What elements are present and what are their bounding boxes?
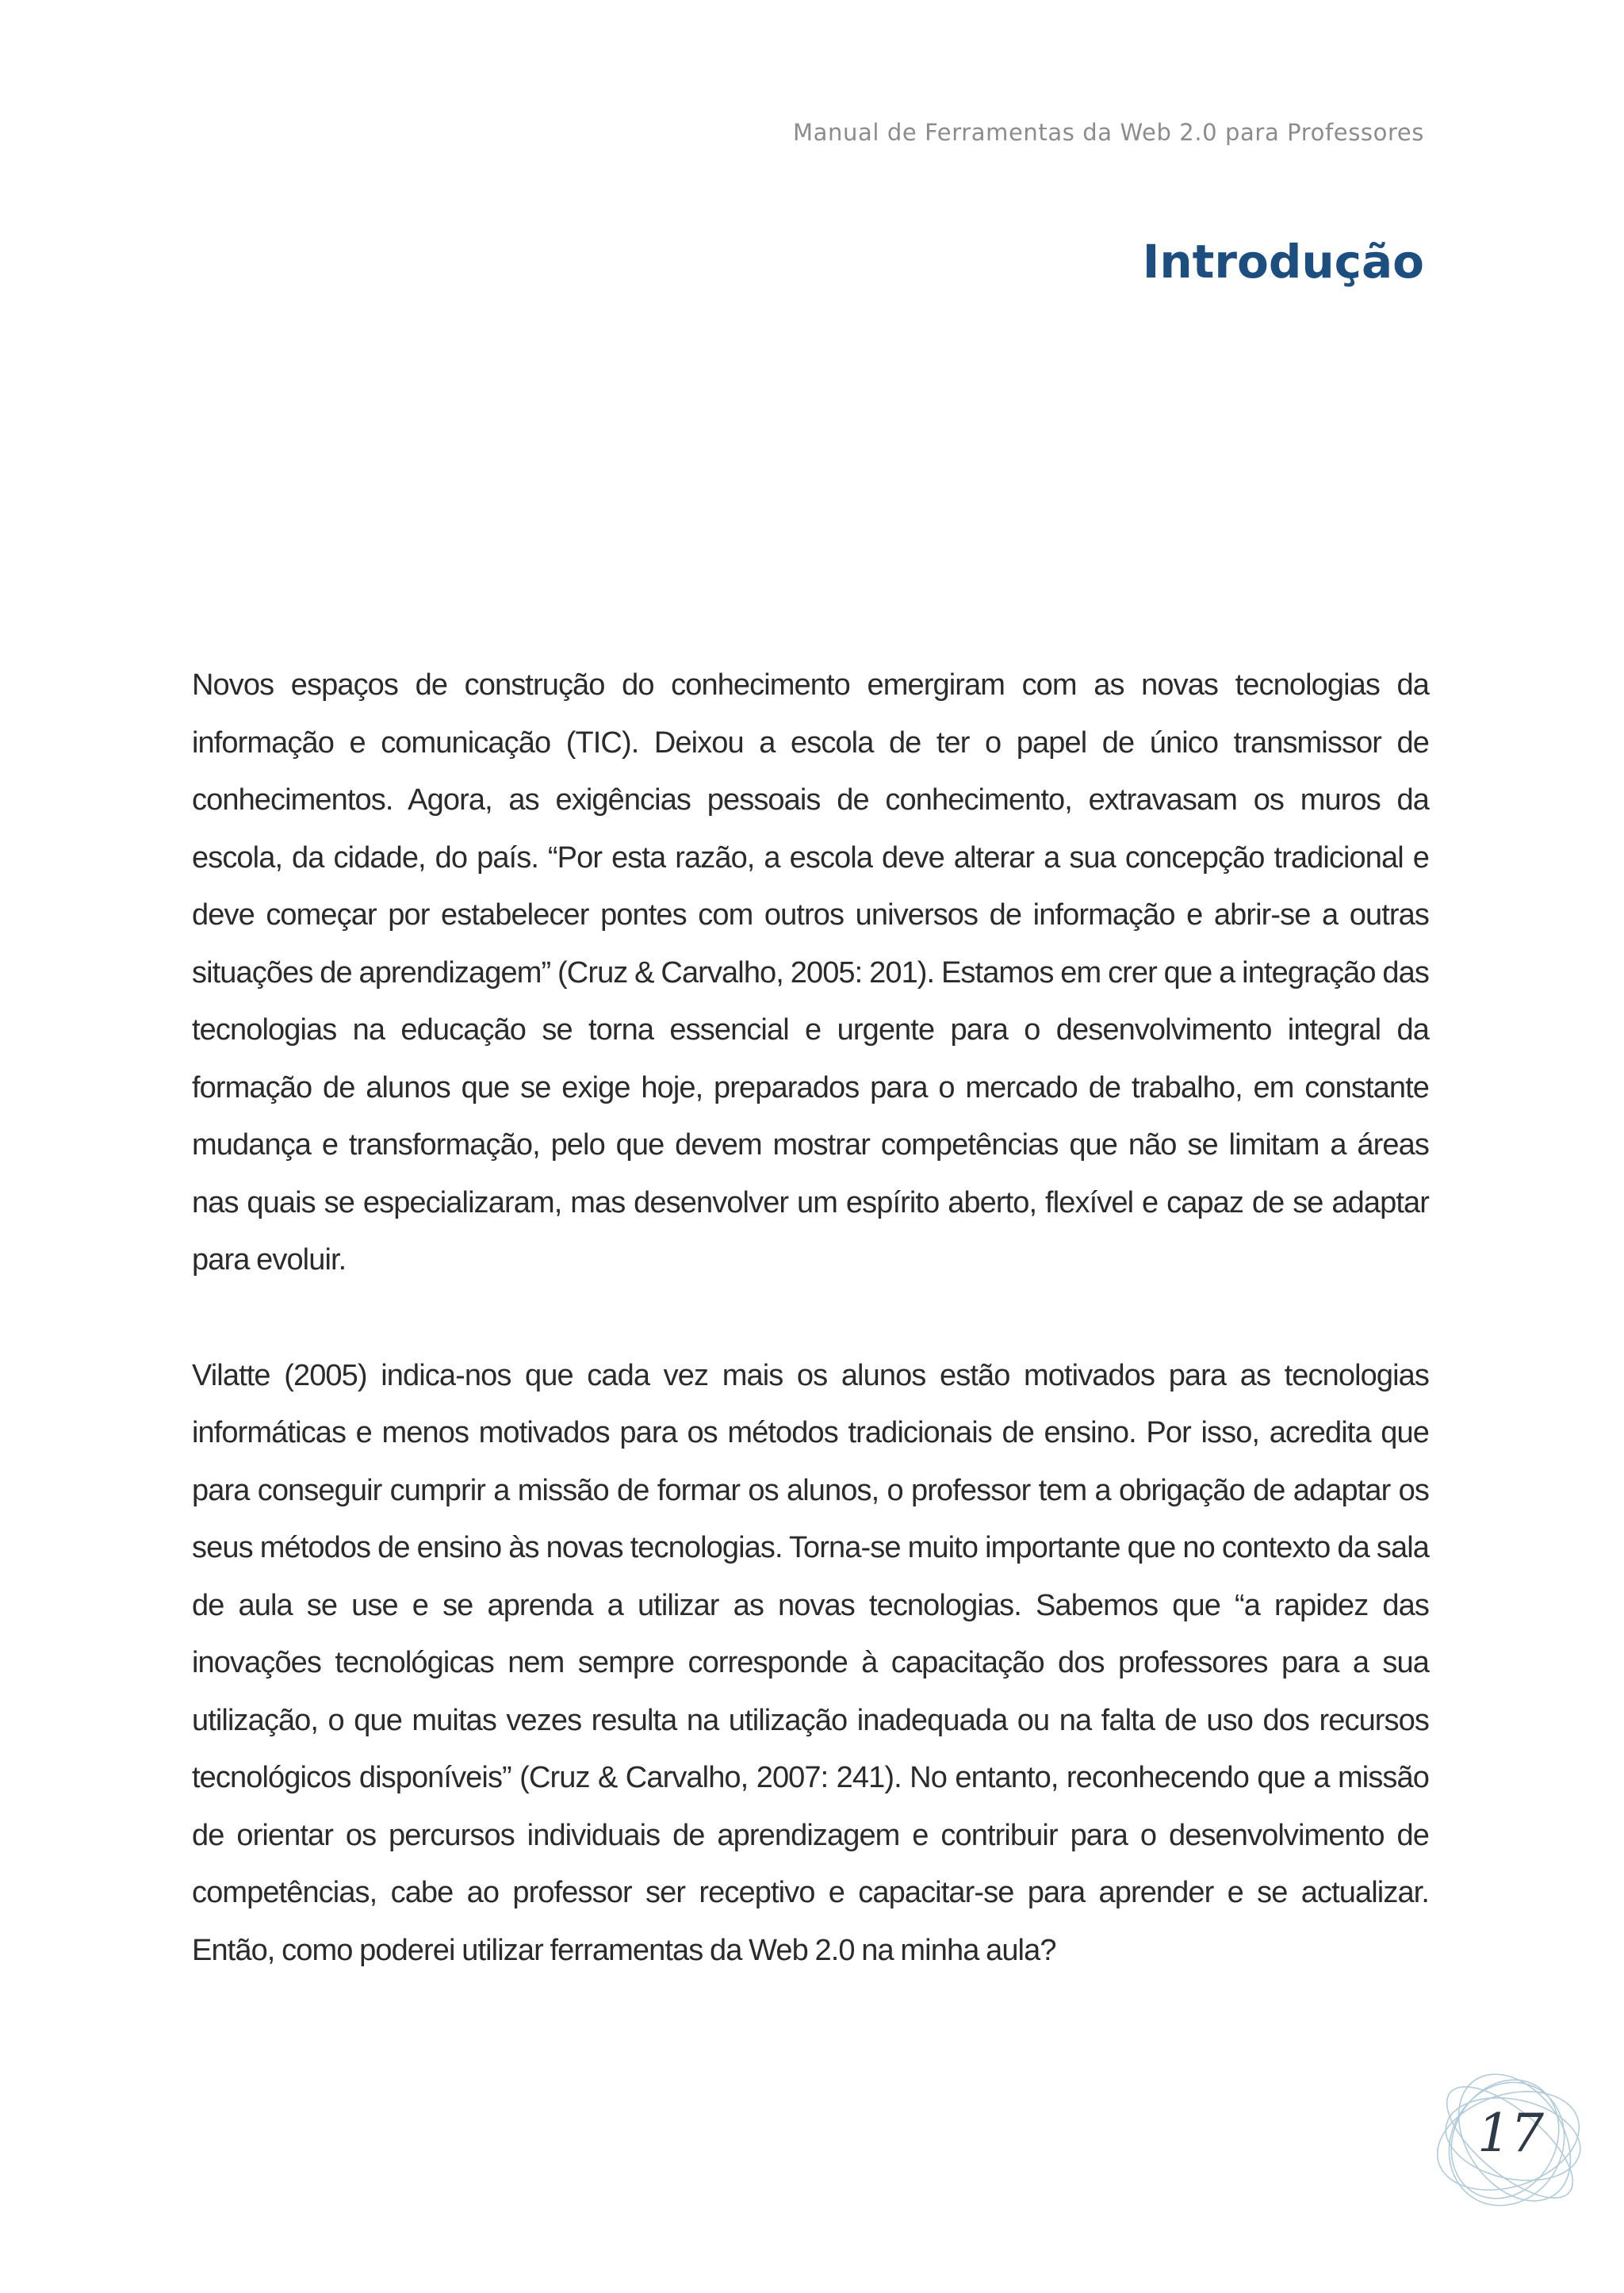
page-number: 17 <box>1477 2103 1544 2164</box>
running-header: Manual de Ferramentas da Web 2.0 para Professores <box>793 119 1424 146</box>
main-content <box>192 657 1429 1979</box>
body-paragraph-1: Novos espaços de construção do conhecimento emergiram com as novas tecnologias da informação e comunicação (TIC). Deixou a escola de ter o papel de único transmissor de conhecimentos. Agora, as exigências pessoais de conhecimento, extravasam os muros da escola, da cidade, do país. “Por esta razão, a escola deve alterar a sua concepção tradicional e deve começar por estabelecer pontes com outros universos de informação e abrir-se a outras situações de aprendizagem” (Cruz & Carvalho, 2005: 201). Estamos em crer que a integração das tecnologias na educação se torna essencial e urgente para o desenvolvimento integral da formação de alunos que se exige hoje, preparados para o mercado de trabalho, em constante mudança e transformação, pelo que devem mostrar competências que não se limitam a áreas nas quais se especializaram, mas desenvolver um espírito aberto, flexível e capaz de se adaptar para evoluir. <box>192 668 1429 1277</box>
page-number-badge <box>1419 2061 1602 2220</box>
body-paragraph-2: Vilatte (2005) indica-nos que cada vez mais os alunos estão motivados para as tecnologias informáticas e menos motivados para os métodos tradicionais de ensino. Por isso, acredita que para conseguir cumprir a missão de formar os alunos, o professor tem a obrigação de adaptar os seus métodos de ensino às novas tecnologias. Torna-se muito importante que no contexto da sala de aula se use e se aprenda a utilizar as novas tecnologias. Sabemos que “a rapidez das inovações tecnológicas nem sempre corresponde à capacitação dos professores para a sua utilização, o que muitas vezes resulta na utilização inadequada ou na falta de uso dos recursos tecnológicos disponíveis” (Cruz & Carvalho, 2007: 241). No entanto, reconhecendo que a missão de orientar os percursos individuais de aprendizagem e contribuir para o desenvolvimento de competências, cabe ao professor ser receptivo e capacitar-se para aprender e se actualizar. Então, como poderei utilizar ferramentas da Web 2.0 na minha aula? <box>192 1358 1429 1967</box>
page-title: Introdução <box>1142 235 1424 289</box>
